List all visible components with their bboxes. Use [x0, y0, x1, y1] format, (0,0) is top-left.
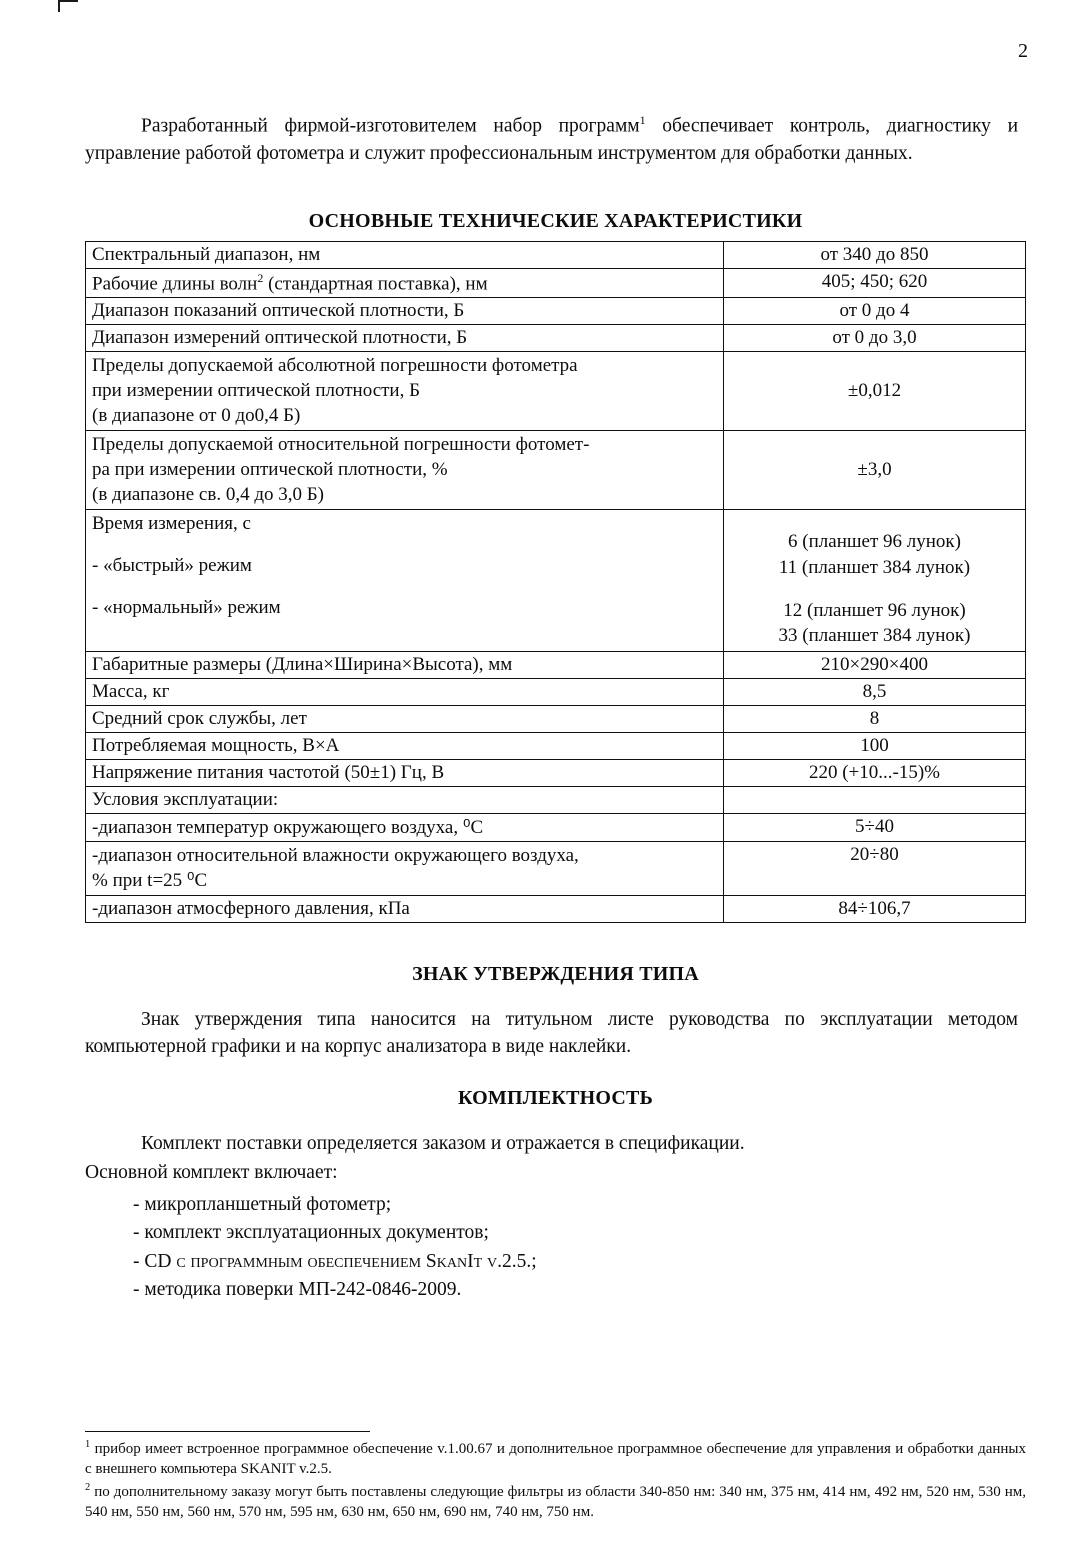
- spec-label-tail: (стандартная поставка), нм: [263, 273, 488, 295]
- footnote-ref-2: 2: [257, 270, 264, 285]
- spec-label: [86, 841, 724, 895]
- spec-value-line: 11 (планшет 384 лунок): [778, 556, 971, 578]
- approval-paragraph: Знак утверждения типа наносится на титульном листе руководства по эксплуатации методом компьютерной графики и на корпус анализатора в виде наклейки.: [85, 1008, 1018, 1058]
- spec-label-line: Пределы допускаемой абсолютной погрешности фотометра: [92, 355, 578, 377]
- spec-value: [724, 786, 1026, 813]
- spec-value: от 0 до 4: [724, 298, 1026, 325]
- spec-label-main: Рабочие длины волн: [92, 273, 258, 295]
- footnote-1-marker: 1: [85, 1439, 91, 1450]
- spec-value: [724, 510, 1026, 652]
- completeness-title: КОМПЛЕКТНОСТЬ: [457, 1087, 654, 1110]
- spec-label-line: -диапазон относительной влажности окружающего воздуха,: [92, 844, 579, 866]
- spec-value-line: 6 (планшет 96 лунок): [788, 531, 961, 553]
- spec-label: -диапазон температур окружающего воздуха, ⁰С: [86, 813, 724, 841]
- table-row: [86, 298, 1026, 325]
- spec-label-line: Время измерения, с: [92, 513, 251, 535]
- table-row: [86, 510, 1026, 652]
- footnotes: [85, 1431, 1026, 1522]
- spec-label-line: Пределы допускаемой относительной погрешности фотомет-: [92, 434, 590, 456]
- intro-text-after: обеспечивает контроль, диагностику и управление работой фотометра и служит профессиональным инструментом для обработки данных.: [85, 115, 1019, 165]
- spec-label: Условия эксплуатации:: [86, 786, 724, 813]
- footnote-ref-1: 1: [639, 113, 646, 127]
- intro-text-before: Разработанный фирмой-изготовителем набор программ: [141, 115, 640, 137]
- specs-table: [85, 241, 1026, 923]
- spec-label: -диапазон атмосферного давления, кПа: [86, 896, 724, 923]
- spec-label-line: % при t=25 ⁰С: [92, 869, 208, 891]
- spec-value: 5÷40: [724, 813, 1026, 841]
- list-item: - методика поверки МП-242-0846-2009.: [133, 1278, 462, 1300]
- spec-label: [86, 431, 724, 510]
- completeness-list: [85, 1191, 1026, 1304]
- spec-value: от 0 до 3,0: [724, 325, 1026, 352]
- table-row: [86, 705, 1026, 732]
- table-row: [86, 651, 1026, 678]
- footnote-2-text: по дополнительному заказу могут быть поставлены следующие фильтры из области 340-850 нм: 340 нм, 375 нм, 414 нм, 492 нм, 520 нм, 530 нм, 540 нм, 550 нм, 560 нм, 570 нм, 595 нм, 630 нм, 650 нм, 690 нм, 740 нм, 750 нм.: [85, 1483, 1026, 1520]
- spacer: [92, 537, 717, 554]
- list-item: - комплект эксплуатационных документов;: [133, 1222, 489, 1244]
- spec-label: Потребляемая мощность, В×А: [86, 732, 724, 759]
- footnote-1-text: прибор имеет встроенное программное обеспечение v.1.00.67 и дополнительное программное обеспечение для управления и обработки данных с внешнего компьютера SKANIT v.2.5.: [85, 1441, 1026, 1478]
- spec-value: 8: [724, 705, 1026, 732]
- completeness-paragraph: Комплект поставки определяется заказом и отражается в спецификации.: [141, 1132, 745, 1154]
- list-item-label: - CD с программным обеспечением SkanIt v.2.5.;: [133, 1250, 537, 1272]
- table-row: [86, 841, 1026, 895]
- table-row: [86, 241, 1026, 268]
- table-row: [86, 268, 1026, 297]
- spec-value-line: 12 (планшет 96 лунок): [783, 599, 966, 621]
- spec-value: 20÷80: [724, 841, 1026, 895]
- spec-label-line: - «нормальный» режим: [92, 596, 281, 618]
- spec-value: 8,5: [724, 678, 1026, 705]
- spacer: [730, 581, 1019, 598]
- table-row: [86, 896, 1026, 923]
- spec-label: [86, 352, 724, 431]
- spec-label: Диапазон показаний оптической плотности, Б: [86, 298, 724, 325]
- footnote-2: [85, 1481, 1026, 1523]
- spec-label: Масса, кг: [86, 678, 724, 705]
- approval-title: ЗНАК УТВЕРЖДЕНИЯ ТИПА: [412, 963, 699, 986]
- spec-label: Средний срок службы, лет: [86, 705, 724, 732]
- table-row: [86, 325, 1026, 352]
- intro-paragraph: [85, 112, 1026, 168]
- footnote-2-marker: 2: [85, 1481, 91, 1493]
- table-row: [86, 678, 1026, 705]
- spec-value: 210×290×400: [724, 651, 1026, 678]
- spec-value: ±0,012: [724, 352, 1026, 431]
- table-row: [86, 732, 1026, 759]
- spec-value: 100: [724, 732, 1026, 759]
- table-row: [86, 813, 1026, 841]
- footnote-divider: [85, 1431, 370, 1432]
- spacer: [730, 512, 1019, 529]
- spec-value: 220 (+10...-15)%: [724, 759, 1026, 786]
- table-row: [86, 759, 1026, 786]
- spec-value: ±3,0: [724, 431, 1026, 510]
- spec-label-line: при измерении оптической плотности, Б: [92, 379, 421, 401]
- page-corner-mark: [58, 0, 78, 12]
- spec-label: [86, 510, 724, 652]
- spec-label-line: ра при измерении оптической плотности, %: [92, 458, 448, 480]
- table-row: [86, 786, 1026, 813]
- spec-label-line: (в диапазоне от 0 до0,4 Б): [92, 404, 301, 426]
- spec-label-line: (в диапазоне св. 0,4 до 3,0 Б): [92, 483, 324, 505]
- completeness-lead: Основной комплект включает:: [85, 1162, 338, 1184]
- specs-title: ОСНОВНЫЕ ТЕХНИЧЕСКИЕ ХАРАКТЕРИСТИКИ: [308, 209, 803, 232]
- spacer: [92, 579, 717, 596]
- footnote-1: [85, 1438, 1026, 1480]
- spec-label: Напряжение питания частотой (50±1) Гц, В: [86, 759, 724, 786]
- spec-label: [86, 268, 724, 297]
- spec-label-line: - «быстрый» режим: [92, 555, 252, 577]
- list-item: [85, 1248, 1026, 1276]
- spec-label: Габаритные размеры (Длина×Ширина×Высота), мм: [86, 651, 724, 678]
- spec-label: Диапазон измерений оптической плотности, Б: [86, 325, 724, 352]
- table-row: [86, 431, 1026, 510]
- spec-value: 84÷106,7: [724, 896, 1026, 923]
- spec-value: 405; 450; 620: [724, 268, 1026, 297]
- list-item: - микропланшетный фотометр;: [133, 1194, 392, 1216]
- spec-value: от 340 до 850: [724, 241, 1026, 268]
- spec-label: Спектральный диапазон, нм: [86, 241, 724, 268]
- table-row: [86, 352, 1026, 431]
- page-number: 2: [1018, 40, 1028, 62]
- spec-value-line: 33 (планшет 384 лунок): [778, 625, 971, 647]
